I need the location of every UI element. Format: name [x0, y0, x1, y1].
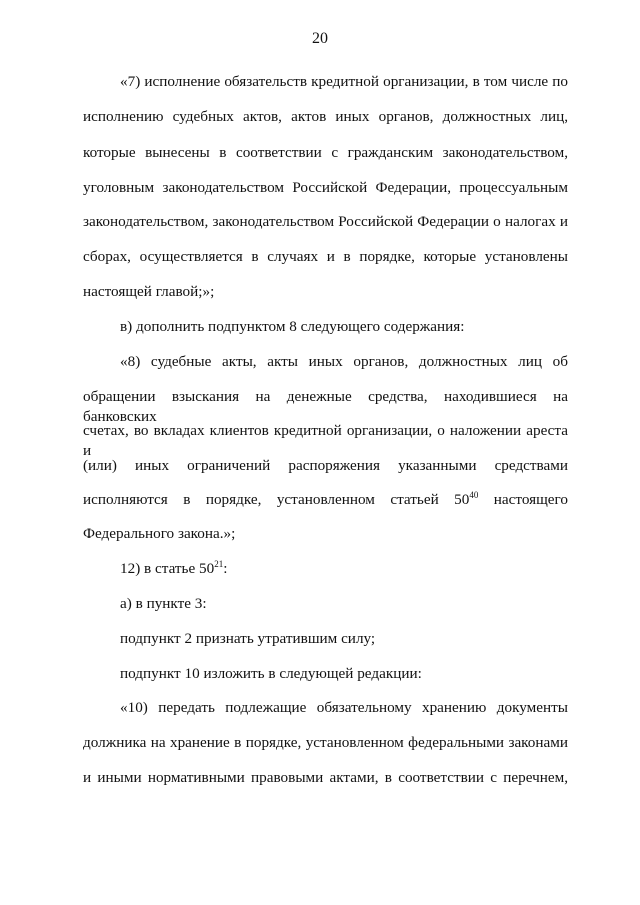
text-fragment: исполняются в порядке, установленном статьей 50 — [83, 491, 470, 508]
text-line: подпункт 10 изложить в следующей редакции: — [120, 665, 422, 682]
text-line: «8) судебные акты, акты иных органов, должностных лиц об — [120, 353, 568, 370]
text-line-with-superscript — [120, 559, 568, 579]
text-line-with-superscript — [83, 490, 568, 510]
text-line: счетах, во вкладах клиентов кредитной организации, о наложении ареста и — [83, 422, 568, 459]
text-line: сборах, осуществляется в случаях и в порядке, которые установлены — [83, 248, 568, 265]
text-line: которые вынесены в соответствии с гражданским законодательством, — [83, 144, 568, 161]
text-line: подпункт 2 признать утратившим силу; — [120, 630, 376, 647]
text-fragment: 12) в статье 50 — [120, 560, 215, 577]
text-line: а) в пункте 3: — [120, 595, 207, 612]
text-line: в) дополнить подпунктом 8 следующего содержания: — [120, 318, 465, 335]
text-line: обращении взыскания на денежные средства, находившиеся на банковских — [83, 388, 568, 425]
text-fragment: настоящего — [478, 491, 568, 508]
superscript: 40 — [469, 490, 479, 500]
text-line: «10) передать подлежащие обязательному хранению документы — [120, 699, 568, 716]
text-line: должника на хранение в порядке, установленном федеральными законами — [83, 734, 568, 751]
text-line: законодательством, законодательством Российской Федерации о налогах и — [83, 213, 568, 230]
text-line: настоящей главой;»; — [83, 283, 215, 300]
superscript: 21 — [214, 559, 224, 569]
text-line: «7) исполнение обязательств кредитной организации, в том числе по — [120, 73, 568, 90]
text-line: (или) иных ограничений распоряжения указанными средствами — [83, 457, 568, 474]
text-line: и иными нормативными правовыми актами, в соответствии с перечнем, — [83, 769, 568, 786]
text-line: уголовным законодательством Российской Федерации, процессуальным — [83, 179, 568, 196]
page-number: 20 — [312, 30, 328, 47]
text-line: Федерального закона.»; — [83, 525, 236, 542]
text-line: исполнению судебных актов, актов иных органов, должностных лиц, — [83, 108, 568, 125]
text-fragment: : — [223, 560, 228, 577]
